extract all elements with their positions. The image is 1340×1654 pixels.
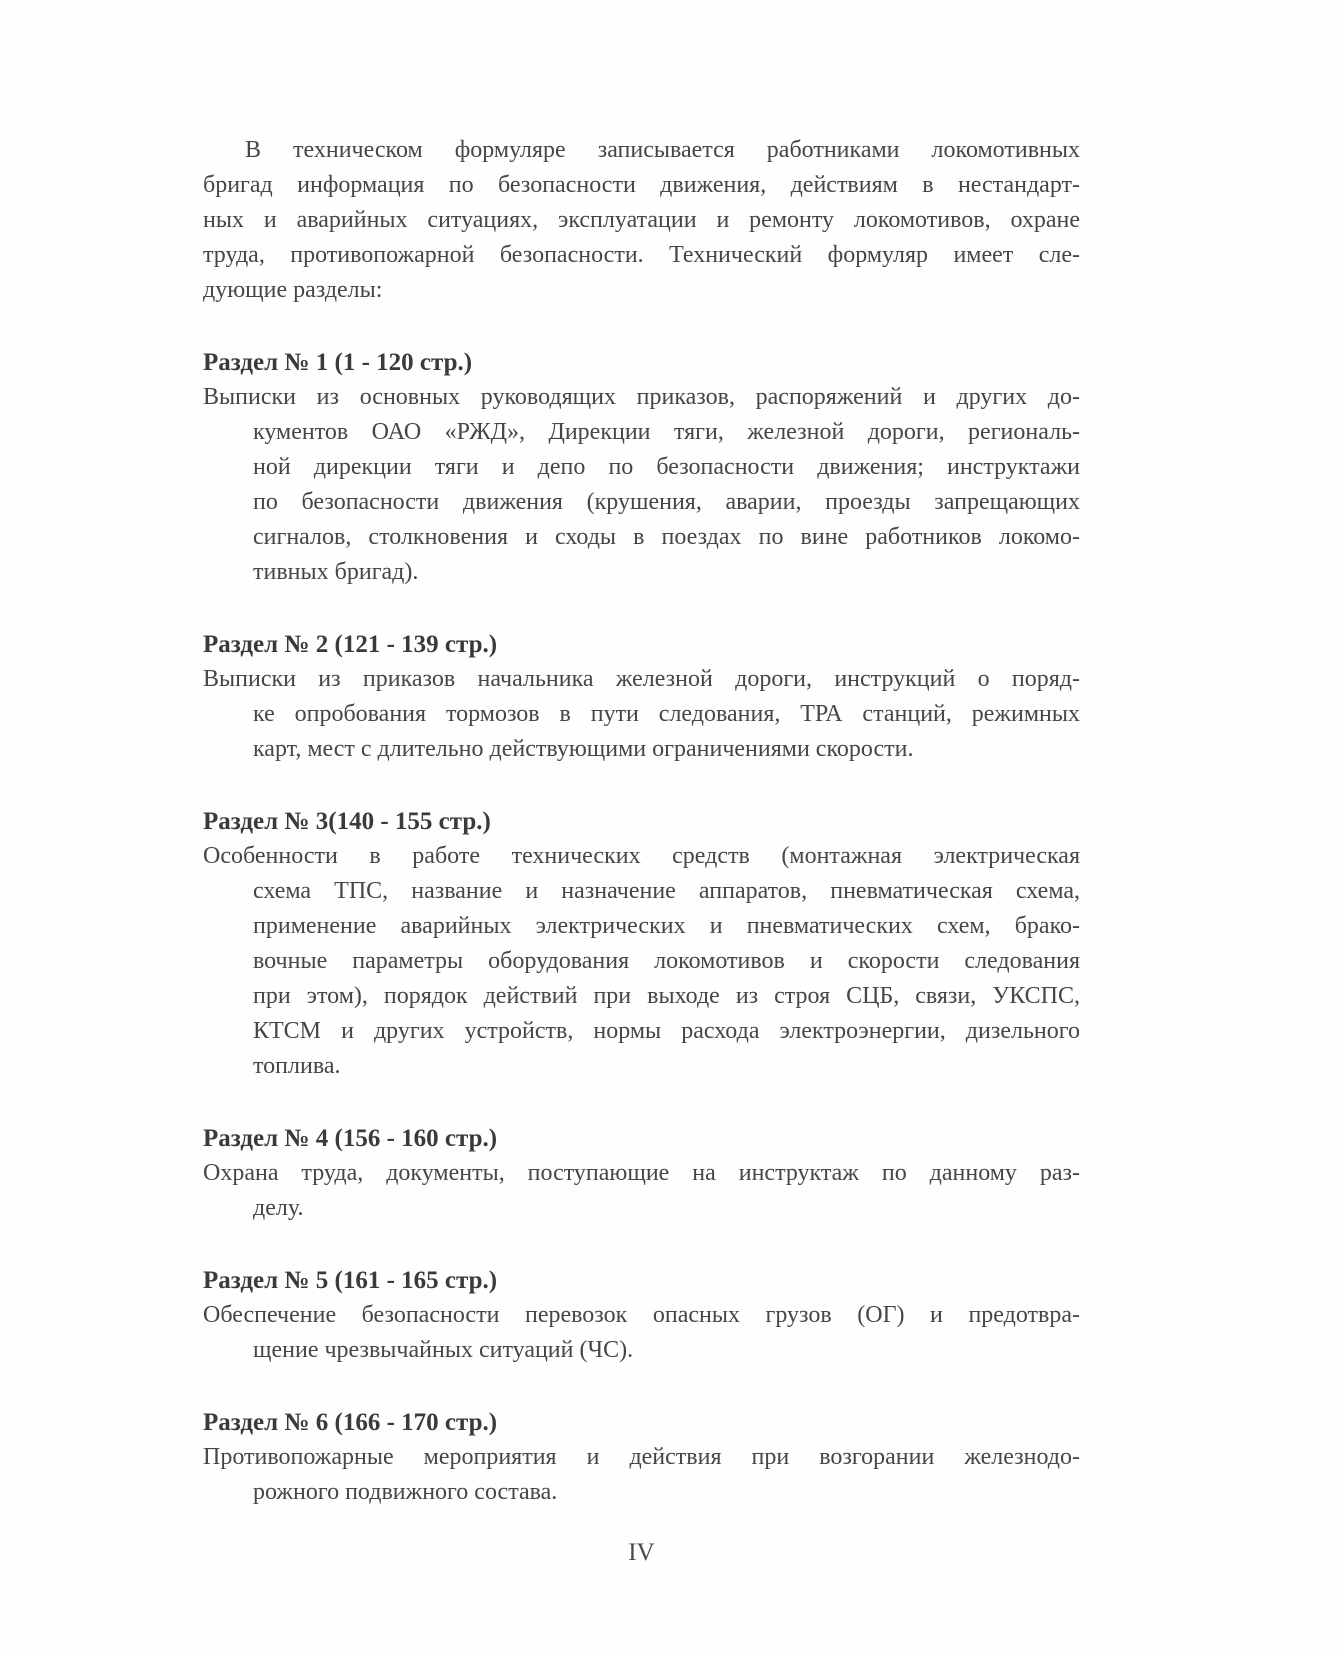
text-line: схема ТПС, название и назначение аппаратов, пневматическая схема,: [253, 878, 1080, 904]
section-body: [203, 380, 1080, 590]
text-line: Выписки из приказов начальника железной дороги, инструкций о поряд-: [203, 666, 1080, 692]
text-line: по безопасности движения (крушения, аварии, проезды запрещающих: [253, 489, 1080, 515]
text-line: дующие разделы:: [203, 277, 383, 303]
text-line: В техническом формуляре записывается работниками локомотивных: [245, 137, 1080, 163]
section-body: [203, 1156, 1080, 1226]
text-line: сигналов, столкновения и сходы в поездах по вине работников локомо-: [253, 524, 1080, 550]
section-body: [203, 1298, 1080, 1368]
section-heading: Раздел № 6 (166 - 170 стр.): [203, 1409, 498, 1436]
section-body: [203, 839, 1080, 1084]
text-line: Противопожарные мероприятия и действия при возгорании железнодо-: [203, 1444, 1080, 1470]
text-line: труда, противопожарной безопасности. Технический формуляр имеет сле-: [203, 242, 1080, 268]
section-body: [203, 1440, 1080, 1510]
text-line: топлива.: [253, 1053, 341, 1079]
section-4: [203, 1121, 1080, 1226]
text-line: ных и аварийных ситуациях, эксплуатации и ремонту локомотивов, охране: [203, 207, 1080, 233]
page-number: IV: [628, 1539, 655, 1566]
text-line: щение чрезвычайных ситуаций (ЧС).: [253, 1337, 634, 1363]
text-line: делу.: [253, 1195, 304, 1221]
text-line: КТСМ и других устройств, нормы расхода электроэнергии, дизельного: [253, 1018, 1080, 1044]
text-line: Особенности в работе технических средств (монтажная электрическая: [203, 843, 1080, 869]
section-heading: Раздел № 1 (1 - 120 стр.): [203, 349, 473, 376]
text-line: тивных бригад).: [253, 559, 419, 585]
text-line: при этом), порядок действий при выходе из строя СЦБ, связи, УКСПС,: [253, 983, 1080, 1009]
text-line: кументов ОАО «РЖД», Дирекции тяги, железной дороги, региональ-: [253, 419, 1080, 445]
section-3: [203, 804, 1080, 1084]
text-line: применение аварийных электрических и пневматических схем, брако-: [253, 913, 1080, 939]
section-6: [203, 1405, 1080, 1510]
section-heading: Раздел № 2 (121 - 139 стр.): [203, 631, 498, 658]
section-heading: Раздел № 4 (156 - 160 стр.): [203, 1125, 498, 1152]
text-line: Обеспечение безопасности перевозок опасных грузов (ОГ) и предотвра-: [203, 1302, 1080, 1328]
text-line: Охрана труда, документы, поступающие на инструктаж по данному раз-: [203, 1160, 1080, 1186]
page-text-block: [203, 133, 1080, 1570]
text-line: рожного подвижного состава.: [253, 1479, 558, 1505]
text-line: Выписки из основных руководящих приказов, распоряжений и других до-: [203, 384, 1080, 410]
section-body: [203, 662, 1080, 767]
section-1: [203, 345, 1080, 590]
section-5: [203, 1263, 1080, 1368]
intro-paragraph: [203, 133, 1080, 308]
section-2: [203, 627, 1080, 767]
section-heading: Раздел № 3(140 - 155 стр.): [203, 808, 491, 835]
text-line: карт, мест с длительно действующими ограничениями скорости.: [253, 736, 914, 762]
text-line: бригад информация по безопасности движения, действиям в нестандарт-: [203, 172, 1080, 198]
text-line: ке опробования тормозов в пути следования, ТРА станций, режимных: [253, 701, 1080, 727]
section-heading: Раздел № 5 (161 - 165 стр.): [203, 1267, 498, 1294]
text-line: ной дирекции тяги и депо по безопасности движения; инструктажи: [253, 454, 1080, 480]
text-line: вочные параметры оборудования локомотивов и скорости следования: [253, 948, 1080, 974]
